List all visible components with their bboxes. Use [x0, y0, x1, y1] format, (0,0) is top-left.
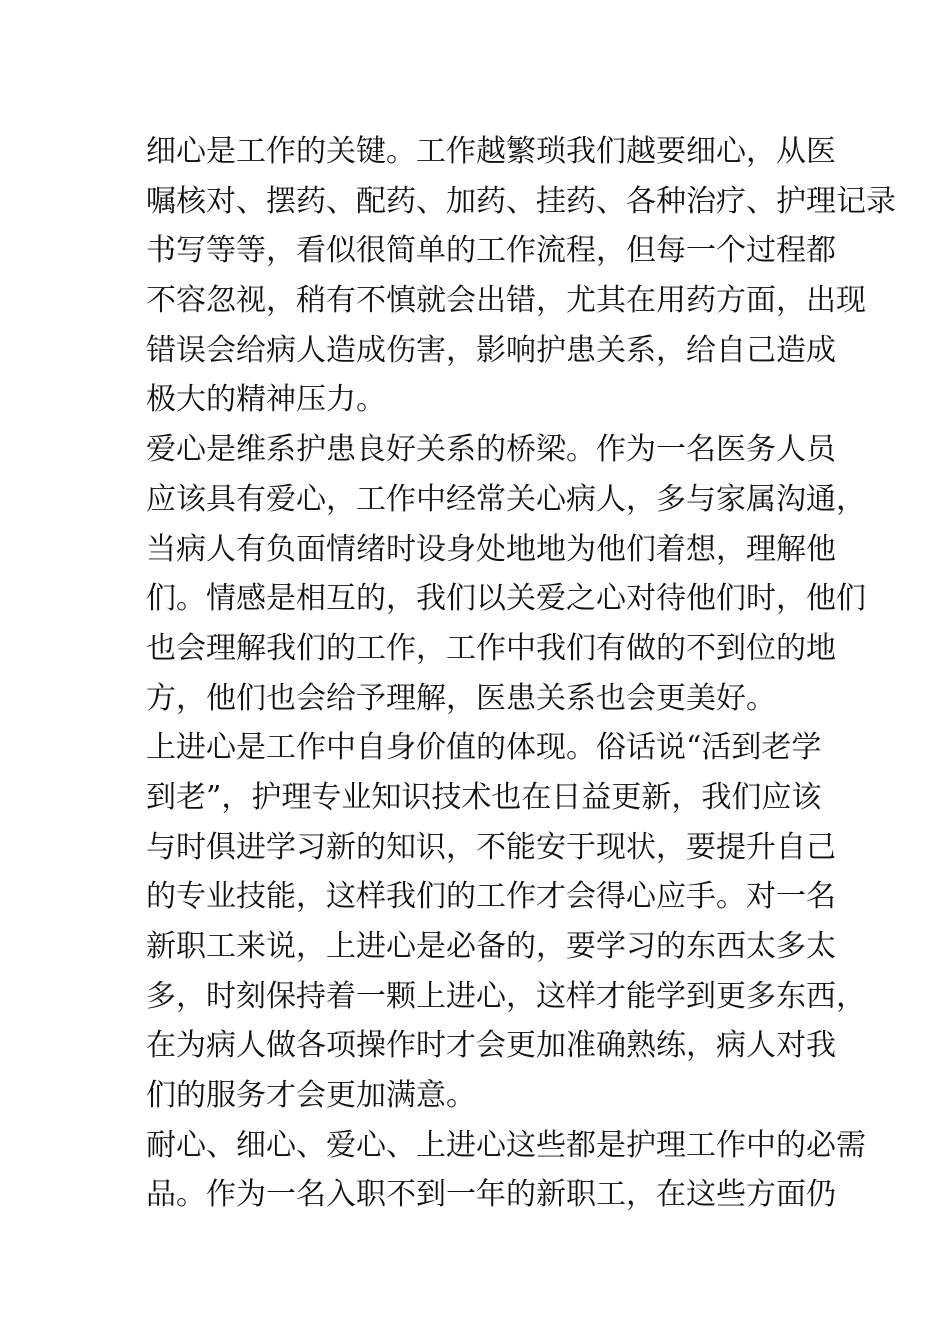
- text-line: 不容忽视，稍有不慎就会出错，尤其在用药方面，出现: [146, 283, 866, 319]
- text-line: 多，时刻保持着一颗上进心，这样才能学到更多东西，: [146, 978, 866, 1014]
- document-body: [146, 127, 896, 1220]
- text-line: 错误会给病人造成伤害，影响护患关系，给自己造成: [146, 332, 836, 368]
- text-line: 的专业技能，这样我们的工作才会得心应手。对一名: [146, 879, 836, 915]
- text-line: 到老”，护理专业知识技术也在日益更新，我们应该: [146, 779, 822, 815]
- text-line: 也会理解我们的工作，工作中我们有做的不到位的地: [146, 630, 836, 666]
- text-line: 爱心是维系护患良好关系的桥梁。作为一名医务人员: [146, 432, 836, 468]
- text-line: 嘱核对、摆药、配药、加药、挂药、各种治疗、护理记录: [146, 183, 896, 219]
- text-line: 新职工来说，上进心是必备的，要学习的东西太多太: [146, 929, 836, 964]
- text-line: 应该具有爱心，工作中经常关心病人，多与家属沟通，: [146, 481, 866, 517]
- text-line: 方，他们也会给予理解，医患关系也会更美好。: [146, 680, 776, 716]
- text-line: 与时俱进学习新的知识，不能安于现状，要提升自己: [146, 829, 836, 865]
- text-line: 当病人有负面情绪时设身处地地为他们着想，理解他: [146, 531, 836, 567]
- text-line: 极大的精神压力。: [146, 382, 386, 418]
- text-line: 们。情感是相互的，我们以关爱之心对待他们时，他们: [146, 581, 866, 617]
- text-line: 在为病人做各项操作时才会更加准确熟练，病人对我: [146, 1028, 836, 1064]
- text-line: 们的服务才会更加满意。: [146, 1078, 476, 1114]
- text-line: 耐心、细心、爱心、上进心这些都是护理工作中的必需: [146, 1127, 866, 1163]
- text-line: 细心是工作的关键。工作越繁琐我们越要细心，从医: [146, 134, 836, 169]
- text-line: 上进心是工作中自身价值的体现。俗话说“活到老学: [146, 730, 822, 766]
- text-line: 书写等等，看似很简单的工作流程，但每一个过程都: [146, 233, 836, 269]
- text-line: 品。作为一名入职不到一年的新职工，在这些方面仍: [146, 1177, 836, 1213]
